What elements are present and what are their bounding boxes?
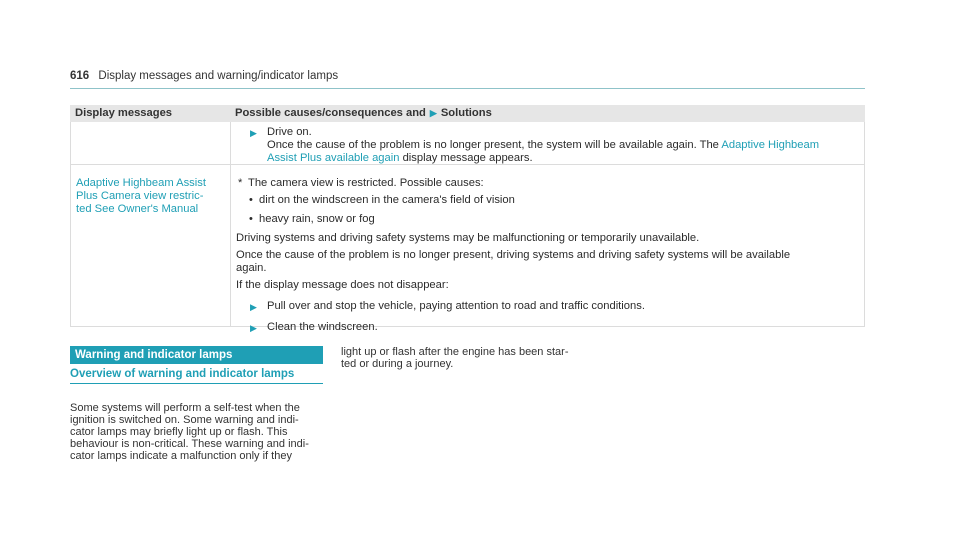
subsection-title: Overview of warning and indicator lamps [70,368,295,380]
solution-step: ▶ Drive on. Once the cause of the problem is no longer present, the system will be available again. The Adaptive Highbeam Assist Plus available again display message appears. [250,126,820,164]
causes-cell [231,165,864,333]
section-title-bar: Warning and indicator lamps [70,346,323,364]
display-messages-table [70,105,865,333]
col-header-messages: Display messages [75,107,173,119]
subsection-divider [70,383,323,384]
page-header-title: Display messages and warning/indicator lamps [98,70,339,82]
table-header [70,105,865,122]
consequence-text: If the display message does not disappear: [236,279,449,291]
body-text-column-1: Some systems will perform a self-test when the ignition is switched on. Some warning and indi- cator lamps may briefly light up or flash. This behaviour is non-critical. These warning and indi- cator lamps indicate a malfunction only if they [70,402,309,462]
page-header [70,70,338,82]
play-arrow-icon: ▶ [429,108,437,118]
play-arrow-icon: ▶ [250,323,257,333]
consequence-text: Driving systems and driving safety systems may be malfunctioning or temporarily unavailable. [236,232,700,244]
list-item: • heavy rain, snow or fog [249,213,375,225]
header-divider [70,88,865,89]
cause-note: * The camera view is restricted. Possible causes: [238,177,484,189]
table-row [70,165,865,333]
message-reference-link[interactable]: Assist Plus available again [267,152,400,164]
solution-step: ▶ Pull over and stop the vehicle, paying attention to road and traffic conditions. [250,300,645,312]
message-cell [71,122,231,164]
play-arrow-icon: ▶ [250,302,257,312]
col-header-causes: Possible causes/consequences and ▶ Solutions [235,107,492,119]
solution-cell [231,122,864,164]
body-text-column-2: light up or flash after the engine has been star- ted or during a journey. [341,346,569,370]
message-reference-link[interactable]: Adaptive Highbeam [721,139,820,151]
table-row [70,122,865,165]
play-arrow-icon: ▶ [250,128,257,138]
message-cell: Adaptive Highbeam Assist Plus Camera view restric- ted See Owner's Manual [71,165,231,326]
list-item: • dirt on the windscreen in the camera's field of vision [249,194,515,206]
consequence-text: Once the cause of the problem is no longer present, driving systems and driving safety systems will be available again. [236,249,791,274]
page-number: 616 [70,70,90,82]
solution-step: ▶ Clean the windscreen. [250,321,378,333]
